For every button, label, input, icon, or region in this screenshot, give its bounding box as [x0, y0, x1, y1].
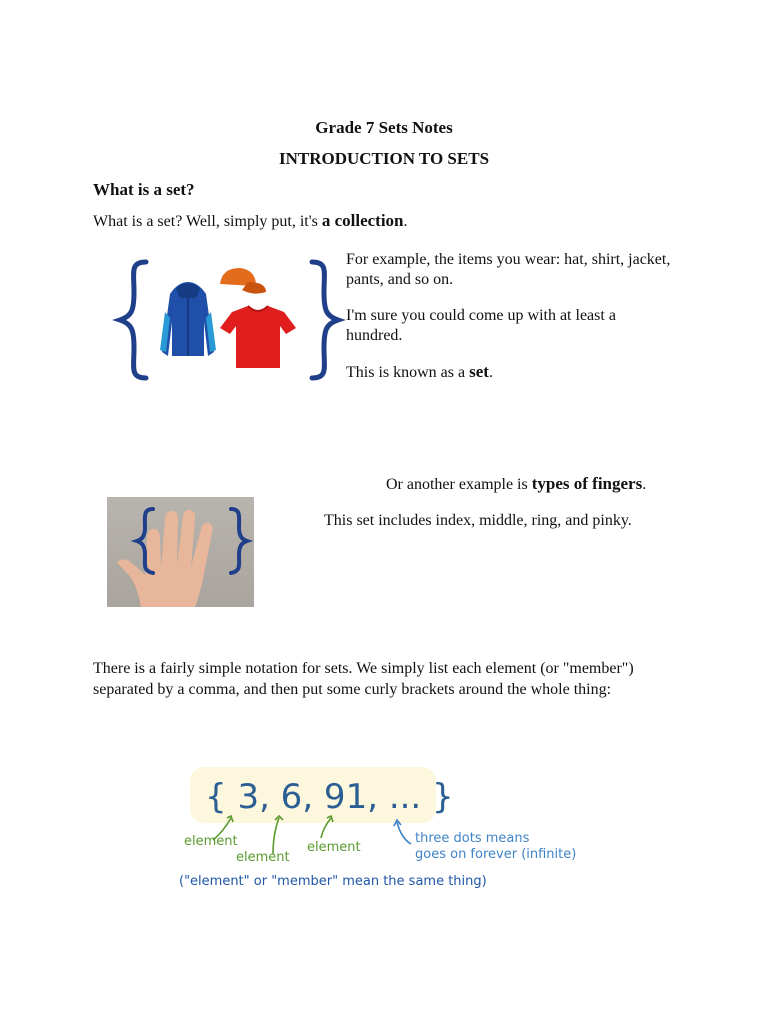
intro-paragraph: [93, 211, 693, 232]
example1-line2: I'm sure you could come up with at least a hundred.: [346, 307, 616, 344]
set-notation-text: { 3, 6, 91, ... }: [205, 777, 454, 817]
hand-icon: [117, 510, 213, 607]
right-curly-brace-icon: [231, 509, 247, 573]
example1-line3: [346, 362, 676, 383]
dots-label-line1: three dots means: [415, 831, 530, 846]
fingers-end: .: [642, 476, 647, 493]
set-end: .: [488, 364, 493, 381]
document-title: Grade 7 Sets Notes: [315, 118, 453, 137]
set-notation-figure: [175, 762, 577, 897]
fingers-text: Or another example is: [386, 476, 532, 493]
fingers-bold: types of fingers: [531, 474, 643, 493]
intro-text: What is a set? Well, simply put, it's: [93, 213, 322, 230]
right-curly-brace-icon: [312, 262, 338, 378]
left-curly-brace-icon: [120, 262, 146, 378]
hand-photo: [107, 497, 254, 607]
shirt-icon: [220, 306, 296, 368]
example2-line2: This set includes index, middle, ring, and pinky.: [324, 512, 632, 529]
notation-footnote: ("element" or "member" mean the same thing): [179, 874, 487, 889]
example1-line1: For example, the items you wear: hat, shirt, jacket, pants, and so on.: [346, 251, 671, 288]
section-heading: What is a set?: [93, 180, 195, 199]
cap-icon: [220, 268, 266, 294]
jacket-icon: [160, 282, 216, 356]
set-bold: set: [469, 362, 489, 381]
dots-label-line2: goes on forever (infinite): [415, 847, 577, 862]
clothing-set-illustration: [108, 252, 340, 388]
example2-line1: [386, 474, 686, 495]
set-text: This is known as a: [346, 364, 470, 381]
element-label-2: element: [236, 850, 290, 865]
document-subtitle: INTRODUCTION TO SETS: [278, 149, 490, 168]
notation-paragraph: There is a fairly simple notation for sets. We simply list each element (or "member") separated by a comma, and then put some curly brackets around the whole thing:: [93, 660, 634, 698]
intro-end: .: [403, 213, 408, 230]
intro-bold: a collection: [321, 211, 404, 230]
element-label-3: element: [307, 840, 361, 855]
dots-arrow: [394, 820, 411, 844]
element-label-1: element: [184, 834, 238, 849]
